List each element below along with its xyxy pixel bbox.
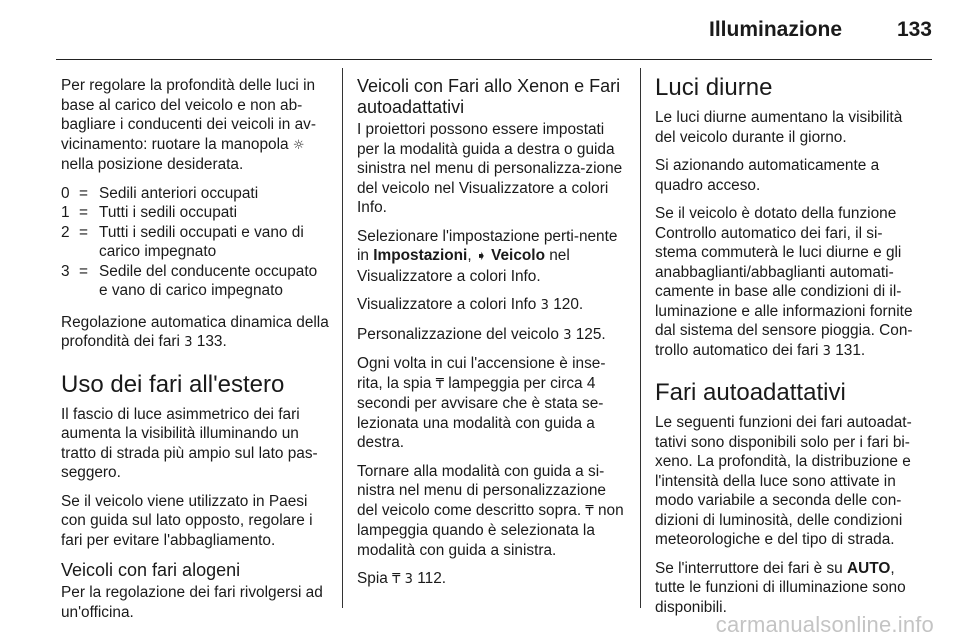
column-1 bbox=[61, 76, 329, 631]
paragraph: Ogni volta in cui l'accensione è inse-rita, la spia ₸ lampeggia per circa 4 secondi per avvisare che è stata se-lezionata una modalità con guida a destra. bbox=[357, 355, 606, 451]
paragraph: Se l'interruttore dei fari è su AUTO, tutte le funzioni di illuminazione sono disponibili. bbox=[655, 559, 906, 616]
page-reference[interactable]: 133. bbox=[196, 333, 227, 350]
paragraph: Spia ₸ 3 112. bbox=[357, 570, 447, 587]
reference-arrow-icon: 3 bbox=[540, 298, 549, 313]
paragraph: Se il veicolo viene utilizzato in Paesi con guida sul lato opposto, regolare i fari per evitare l'abbagliamento. bbox=[61, 492, 313, 549]
reference-arrow-icon: 3 bbox=[822, 343, 831, 359]
reference-arrow-icon: 3 bbox=[184, 335, 193, 350]
heading-adaptive-lights: Fari autoadattativi bbox=[655, 379, 846, 406]
menu-impostazioni: Impostazioni bbox=[373, 247, 468, 264]
paragraph: I proiettori possono essere impostati per la modalità guida a destra o guida sinistra nel menu di personalizza-zione del veicolo nel Visualizzatore a colori Info. bbox=[357, 121, 623, 216]
heading-daytime-lights: Luci diurne bbox=[655, 74, 773, 101]
reference-arrow-icon: 3 bbox=[563, 327, 572, 343]
paragraph: Il fascio di luce asimmetrico dei fari aumenta la visibilità illuminando un tratto di strada più ampio sul lato pas-seggero. bbox=[61, 405, 318, 481]
headlamp-range-icon: ☼ bbox=[292, 137, 305, 153]
paragraph: Se il veicolo è dotato della funzione Controllo automatico dei fari, il si-stema commuterà le luci diurne e gli anabbaglianti/abbaglianti automati-camente in base alle condizioni di il-luminazione e alle informazioni fornite dal sistema del sensore pioggia. Con-trollo automatico dei fari 3 131. bbox=[655, 205, 913, 359]
heading-halogen: Veicoli con fari alogeni bbox=[61, 560, 241, 580]
page-reference[interactable]: 112. bbox=[417, 570, 447, 587]
column-3 bbox=[655, 76, 923, 626]
paragraph: Le seguenti funzioni dei fari autoadat-tativi sono disponibili solo per i fari bi-xeno. La profondità, la distribuzione e l'intensità della luce sono attivate in modo variabile a seconda delle con-dizioni di luminosità, delle condizioni meteorologiche e del tipo di strada. bbox=[655, 414, 912, 548]
indicator-lamp-icon: ₸ bbox=[435, 376, 444, 392]
paragraph: Selezionare l'impostazione perti-nente in Impostazioni, ➧ Veicolo nel Visualizzatore a colori Info. bbox=[357, 227, 618, 285]
list-item: 1 = Tutti i sedili occupati bbox=[61, 204, 238, 221]
section-title: Illuminazione bbox=[708, 18, 842, 41]
header-divider bbox=[56, 59, 932, 60]
paragraph: Le luci diurne aumentano la visibilità del veicolo durante il giorno. bbox=[655, 109, 903, 146]
heading-xenon: Veicoli con Fari allo Xenon e Fari autoadattativi bbox=[357, 76, 621, 117]
switch-auto-label: AUTO bbox=[847, 559, 891, 577]
menu-veicolo: Veicolo bbox=[491, 247, 545, 264]
page-number: 133 bbox=[896, 18, 932, 41]
column-2 bbox=[357, 76, 625, 599]
menu-arrow-icon: ➧ bbox=[475, 249, 487, 264]
paragraph: Personalizzazione del veicolo 3 125. bbox=[357, 325, 606, 343]
list-item: 0 = Sedili anteriori occupati bbox=[61, 184, 259, 202]
indicator-lamp-icon: ₸ bbox=[585, 503, 594, 519]
paragraph: Tornare alla modalità con guida a si-nistra nel menu di personalizzazione del veicolo come descritto sopra. ₸ non lampeggia quando è selezionata la modalità con guida a sinistra. bbox=[357, 462, 624, 559]
page-reference[interactable]: 131. bbox=[835, 341, 866, 359]
column-divider bbox=[342, 68, 343, 608]
reference-arrow-icon: 3 bbox=[404, 572, 413, 587]
list-item: 2 = Tutti i sedili occupati e vano di carico impegnato bbox=[61, 223, 304, 260]
paragraph: Per la regolazione dei fari rivolgersi ad un'officina. bbox=[61, 584, 323, 621]
indicator-lamp-icon: ₸ bbox=[392, 572, 401, 587]
list-item: 3 = Sedile del conducente occupato e vano di carico impegnato bbox=[61, 262, 318, 299]
column-divider bbox=[640, 68, 641, 608]
heading-abroad: Uso dei fari all'estero bbox=[61, 370, 285, 398]
paragraph: Per regolare la profondità delle luci in base al carico del veicolo e non ab-bagliare i conducenti dei veicoli in av-vicinamento: ruotare la manopola ☼ nella posizione desiderata. bbox=[61, 77, 316, 173]
page-reference[interactable]: 125. bbox=[575, 325, 606, 343]
paragraph: Visualizzatore a colori Info 3 120. bbox=[357, 296, 584, 313]
page-header bbox=[0, 0, 960, 62]
page-reference[interactable]: 120. bbox=[553, 296, 584, 313]
paragraph: Si azionando automaticamente a quadro acceso. bbox=[655, 157, 880, 194]
paragraph: Regolazione automatica dinamica della profondità dei fari 3 133. bbox=[61, 313, 329, 350]
watermark: carmanualsonline.info bbox=[715, 612, 934, 637]
load-list bbox=[61, 184, 329, 301]
